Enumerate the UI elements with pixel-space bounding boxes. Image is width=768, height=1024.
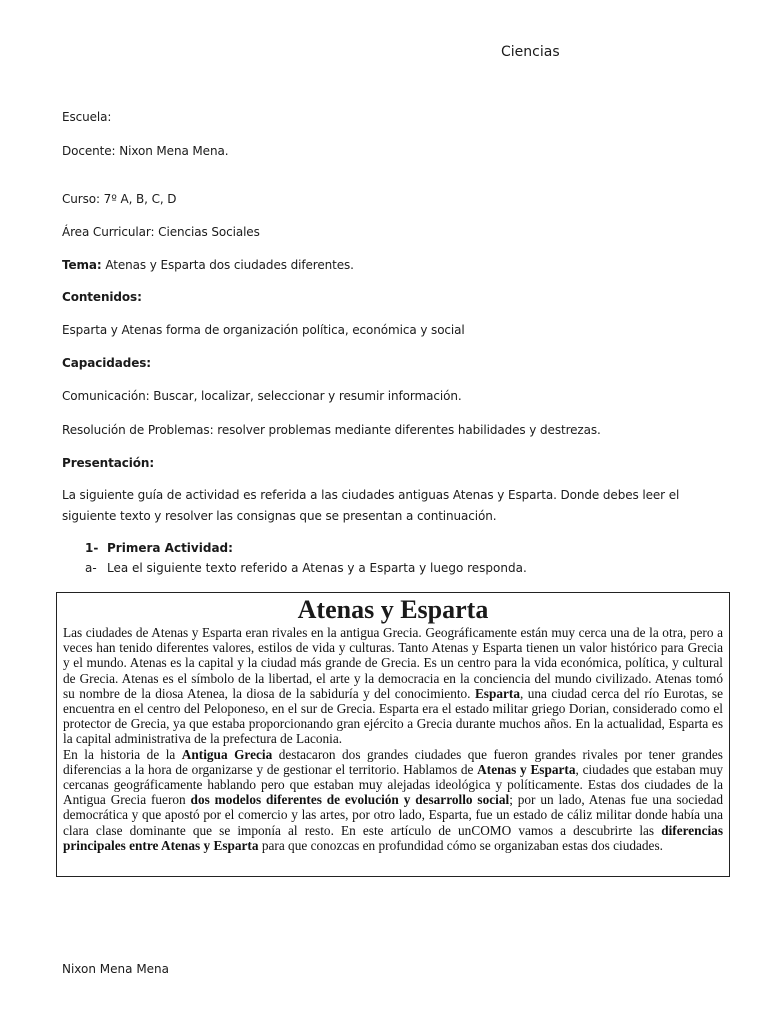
teacher-line: Docente: Nixon Mena Mena. [62, 144, 229, 158]
document-header-title: Ciencias [501, 44, 560, 60]
capacity-problem-solving: Resolución de Problemas: resolver problemas mediante diferentes habilidades y destrezas. [62, 423, 601, 437]
reading-paragraph-1: Las ciudades de Atenas y Esparta eran rivales en la antigua Grecia. Geográficamente están muy cerca una de la otra, pero a veces han tenido diferentes valores, estilos de vida y culturas. Tanto Atenas y Esparta tienen un valor histórico para Grecia y el mundo. Atenas es la capital y la ciudad más grande de Grecia. Es un centro para la vida económica, política, y cultural de Grecia. Atenas es el símbolo de la libertad, el arte y la democracia en la conciencia del mundo civilizado. Atenas tomó su nombre de la diosa Atenea, la diosa de la sabiduría y del conocimiento. Esparta, una ciudad cerca del río Eurotas, se encuentra en el centro del Peloponeso, en el sur de Grecia. Esparta era el estado militar griego Dorian, considerado como el protector de Grecia, ya que estaba proporcionando gran ejército a Grecia durante muchos años. En la actualidad, Esparta es la capital administrativa de la prefectura de Laconia. [63, 625, 723, 747]
topic-value: Atenas y Esparta dos ciudades diferentes. [101, 258, 354, 272]
course-line: Curso: 7º A, B, C, D [62, 192, 177, 206]
reading-paragraph-2: En la historia de la Antigua Grecia destacaron dos grandes ciudades que fueron grandes rivales por tener grandes diferencias a la hora de organizarse y de gestionar el territorio. Hablamos de Atenas y Esparta, ciudades que estaban muy cercanas geográficamente hablando pero que estaban muy alejadas ideológica y políticamente. Estas dos ciudades de la Antigua Grecia fueron dos modelos diferentes de evolución y desarrollo social; por un lado, Atenas fue una sociedad democrática y que apostó por el comercio y las artes, por otro lado, Esparta, fue un estado de cáliz militar donde había una clara clase dominante que se imponía al resto. En este artículo de unCOMO vamos a descubrirte las diferencias principales entre Atenas y Esparta para que conozcas en profundidad cómo se organizaban estas dos ciudades. [63, 746, 724, 853]
curricular-area-line: Área Curricular: Ciencias Sociales [62, 225, 260, 239]
presentation-label: Presentación: [62, 456, 155, 470]
reading-text-box [56, 592, 730, 877]
activity-title: Primera Actividad: [107, 541, 233, 555]
activity-number: 1- [85, 541, 99, 555]
topic-label: Tema: [62, 258, 102, 272]
school-line: Escuela: [62, 110, 112, 124]
activity-item-text: Lea el siguiente texto referido a Atenas y a Esparta y luego responda. [107, 561, 527, 575]
reading-title: Atenas y Esparta [297, 595, 489, 624]
contents-label: Contenidos: [62, 290, 142, 304]
topic-line [62, 258, 354, 272]
capacities-label: Capacidades: [62, 356, 151, 370]
capacity-communication: Comunicación: Buscar, localizar, seleccionar y resumir información. [62, 389, 462, 403]
contents-value: Esparta y Atenas forma de organización política, económica y social [62, 323, 465, 337]
presentation-text: La siguiente guía de actividad es referida a las ciudades antiguas Atenas y Esparta. Donde debes leer el siguiente texto y resolver las consignas que se presentan a continuación. [62, 488, 680, 523]
footer-author: Nixon Mena Mena [62, 962, 170, 976]
activity-item-letter: a- [85, 561, 97, 575]
